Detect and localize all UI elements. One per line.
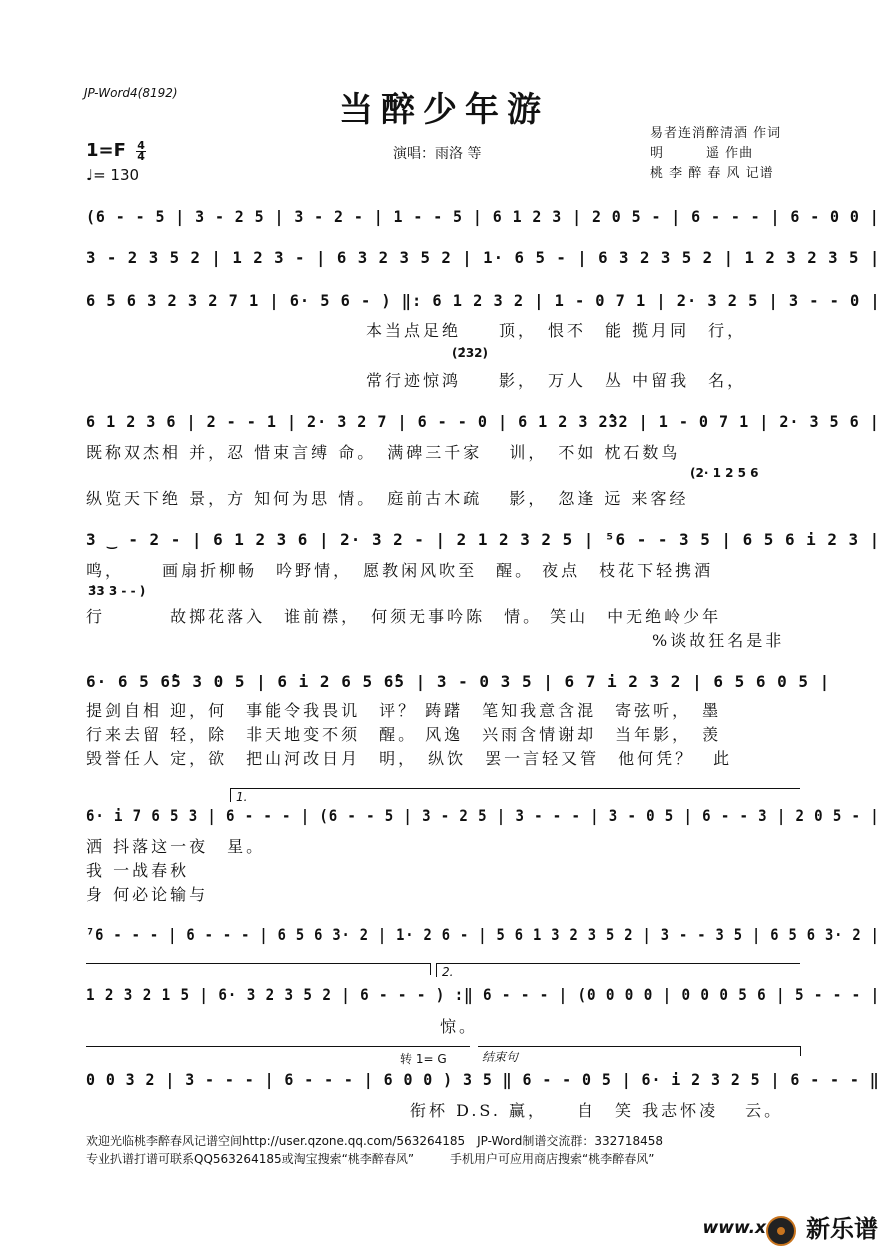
score-row-5: 3 ‿ - 2 - | 6 1 2 3 6 | 2· 3 2 - | 2 1 2 3 2 5 | ⁵6 - - 3 5 | 6 5 6 i 2 3 | <box>86 530 881 549</box>
volta-2-hook <box>436 963 437 977</box>
software-version: JP-Word4(8192) <box>84 86 178 100</box>
singer-credit: 演唱：雨洛 等 <box>393 146 482 162</box>
lyric-row-4-verse-1: 既称双杰相 并，忍 惜束言缚 命。 满碑三千家 训， 不如 枕石数鸟 <box>86 443 681 462</box>
lyric-row-7-verse-1: 洒 抖落这一夜 星。 <box>86 837 266 856</box>
lyric-row-10: 衔杯 D.S. 赢， 自 笑 我志怀凌 云。 <box>410 1101 784 1120</box>
lyric-row-3-verse-1: 本当点足绝 顶， 恨不 能 揽月同 行， <box>366 321 747 340</box>
score-row-3: 6 5 6 3 2 3 2 7 1 | 6· 5 6 - ) ‖: 6 1 2 3 2 | 1 - 0 7 1 | 2· 3 2 5 | 3 - - 0 | <box>86 291 881 310</box>
key-change-marker: 转 1= G <box>400 1052 447 1066</box>
lyric-row-7-verse-2: 我 一战春秋 <box>86 861 190 880</box>
key-signature <box>86 140 146 162</box>
composer-credit: 明 遥 作曲 <box>650 146 754 161</box>
lyric-row-5-verse-1: 鸣， 画扇折柳畅 吟野情， 愿教闲风吹至 醒。 夜点 枝花下轻携酒 <box>86 561 714 580</box>
transcriber-credit: 桃 李 醉 春 风 记谱 <box>650 166 774 181</box>
footer-line-2: 专业扒谱打谱可联系QQ563264185或淘宝搜索“桃李醉春风” 手机用户可应用商店搜索“桃李醉春风” <box>86 1152 655 1166</box>
volta-1-hook <box>230 788 231 802</box>
grace-notes-row-5: 3̂3 3 - - ) <box>88 584 146 598</box>
volta-1-continuation-line <box>86 963 430 964</box>
key-value: 1=F <box>86 140 126 161</box>
score-row-6: 6· 6 5 6̂5 3 0 5 | 6 i 2 6 5 6̂5 | 3 - 0 3 5 | 6 7 i 2 3 2 | 6 5 6 0 5 | <box>86 672 831 691</box>
volta-2-line <box>436 963 800 964</box>
lyric-row-7-verse-3: 身 何必论输与 <box>86 885 209 904</box>
lyric-row-4-verse-2: 纵览天下绝 景，方 知何为思 情。 庭前古木疏 影， 忽逢 远 来客经 <box>86 489 689 508</box>
lyric-row-3-verse-2: 常行迹惊鸿 影， 万人 丛 中留我 名， <box>366 371 747 390</box>
record-disc-icon <box>766 1216 796 1246</box>
grace-notes-row-3: (2̂32) <box>452 346 489 360</box>
ending-phrase-hook <box>800 1046 801 1056</box>
lyric-row-6-verse-3: 毁誉任人 定，欲 把山河改日月 明， 纵饮 罢一言轻又管 他何凭？ 此 <box>86 749 733 768</box>
score-row-1: (6 - - 5 | 3 - 2 5 | 3 - 2 - | 1 - - 5 | 6 1 2 3 | 2 0 5 - | 6 - - - | 6 - 0 0 | <box>86 207 880 226</box>
lyric-row-6-verse-1: 提剑自相 迎，何 事能令我畏讥 评？ 踌躇 笔知我意含混 寄弦听， 墨 <box>86 701 722 720</box>
score-row-8: ⁷6 - - - | 6 - - - | 6 5 6 3· 2 | 1· 2 6 - | 5 6 1 3 2 3 5 2 | 3 - - 3 5 | 6 5 6 3· 2 | <box>86 925 880 944</box>
volta-1-end-hook <box>430 963 431 975</box>
score-row-4: 6 1 2 3 6 | 2 - - 1 | 2· 3 2 7 | 6 - - 0 | 6 1 2 3 2̂32 | 1 - 0 7 1 | 2· 3 5 6 | <box>86 412 880 431</box>
lyric-row-9: 惊。 <box>440 1017 479 1036</box>
watermark-url: www.x <box>702 1218 766 1238</box>
ending-phrase-label: 结束句 <box>482 1050 519 1064</box>
volta-2-label: 2. <box>442 965 454 979</box>
lyric-row-5-verse-2: 行 故掷花落入 谁前襟， 何须无事吟陈 情。 笑山 中无绝岭少年 <box>86 607 722 626</box>
volta-1-label: 1. <box>236 790 248 804</box>
volta-1-line <box>230 788 800 789</box>
score-row-10: 0 0 3 2 | 3 - - - | 6 - - - | 6 0 0 ) 3 5 ‖ 6 - - 0 5 | 6· i 2 3 2 5 | 6 - - - ‖ <box>86 1070 880 1089</box>
time-signature <box>136 138 146 163</box>
ending-phrase-line <box>478 1046 800 1047</box>
footer-line-1: 欢迎光临桃李醉春风记谱空间http://user.qzone.qq.com/563264185 JP-Word制谱交流群：332718458 <box>86 1134 664 1148</box>
score-row-9: 1 2 3 2 1 5 | 6· 3 2 3 5 2 | 6 - - - ) :‖ 6 - - - | (0 0 0 0 | 0 0 0 5 6 | 5 - - - | <box>86 985 881 1004</box>
volta-2-continuation-line <box>86 1046 470 1047</box>
time-bottom: 4 <box>137 149 145 163</box>
grace-notes-row-4: (2· 1 2 5 6 <box>690 466 759 480</box>
tempo-marking: ♩= 130 <box>86 166 140 184</box>
score-row-2: 3 - 2 3 5 2 | 1 2 3 - | 6 3 2 3 5 2 | 1· 6 5 - | 6 3 2 3 5 2 | 1 2 3 2 3 5 | <box>86 248 881 267</box>
segno-lyric: %谈故狂名是非 <box>652 631 785 650</box>
lyricist-credit: 易者连消醉清酒 作词 <box>650 126 782 141</box>
score-row-7: 6· i 7 6 5 3 | 6 - - - | (6 - - 5 | 3 - 2 5 | 3 - - - | 3 - 0 5 | 6 - - 3 | 2 0 5 - | <box>86 806 880 825</box>
time-top: 4 <box>137 138 145 152</box>
song-title: 当醉少年游 <box>339 90 549 130</box>
lyric-row-6-verse-2: 行来去留 轻，除 非天地变不须 醒。 风逸 兴雨含情谢却 当年影， 羡 <box>86 725 722 744</box>
watermark-brand: 新乐谱 <box>806 1215 878 1243</box>
